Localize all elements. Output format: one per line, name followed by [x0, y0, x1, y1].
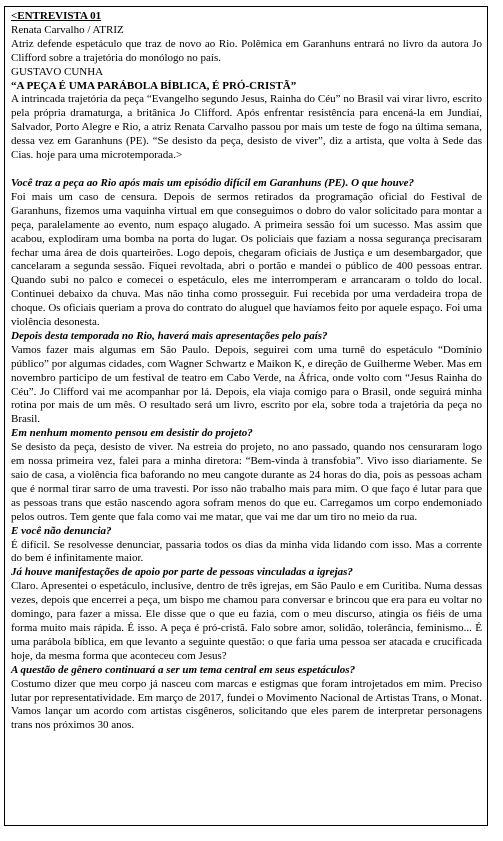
answer-2: Vamos fazer mais algumas em São Paulo. Depois, seguirei com uma turnê do espetáculo “Domínio público” por algumas cidades, com Wagner Schwartz e Maikon K, e direção de Guilherme Weber. Mas em novembro participo de um festival de teatro em Cabo Verde, na África, onde volto com “Jesus Rainha do Céu”. Jo Clifford vai me acompanhar por lá. Depois, ela viaja comigo para o Brasil, onde seguirá minha rotina por mais de um mês. O resultado será um livro, escrito por ela, sobre toda a trajetória da peça no Brasil.: [11, 343, 482, 426]
intro-paragraph: A intrincada trajetória da peça “Evangelho segundo Jesus, Rainha do Céu” no Brasil vai virar livro, escrito pela própria dramaturga, a britânica Jo Clifford. Após enfrentar resistência para encená-la em Jundiaí, Salvador, Porto Alegre e Rio, a atriz Renata Carvalho passou por mais um teste de fogo na última semana, dessa vez em Garanhuns (PE). “Se desisto da peça, desisto de viver”, diz a artista, que volta à Sede das Cias. hoje para uma microtemporada.>: [11, 93, 482, 162]
answer-4: É difícil. Se resolvesse denunciar, passaria todos os dias da minha vida lidando com isso. Mas a corrente do bem é infinitamente maior.: [11, 538, 482, 565]
question-1: Você traz a peça ao Rio após mais um episódio difícil em Garanhuns (PE). O que houve?: [11, 176, 415, 189]
question-4: E você não denuncia?: [11, 524, 112, 537]
answer-1: Foi mais um caso de censura. Depois de sermos retirados da programação oficial do Festival de Garanhuns, fizemos uma vaquinha virtual em que conseguimos o dobro do valor solicitado para montar a peça, paralelamente ao evento, num espaço alugado. A primeira sessão foi um sucesso. Mas assim que acabou, explodiram uma bomba na porta do lugar. Os policiais que faziam a nossa segurança precisaram fechar uma área de dois quarteirões. Logo depois, chegaram oficiais de Justiça e um desembargador, que cancelaram a segunda sessão. Fiquei revoltada, abri o portão e mandei o público de 400 pessoas entrar. Quando subi no palco e comecei o espetáculo, eles me interromperam e arrancaram o toldo do local. Continuei debaixo da chuva. Mas não tinha como prosseguir. Fui recebida por uma verdadeira tropa de choque. Os oficiais queriam a prova do contrato do aluguel que havíamos feito por aquele espaço. Foi uma violência desonesta.: [11, 190, 482, 329]
question-6: A questão de gênero continuará a ser um tema central em seus espetáculos?: [11, 663, 356, 676]
question-2: Depois desta temporada no Rio, haverá mais apresentações pelo país?: [11, 329, 328, 342]
spacer: [11, 163, 482, 177]
question-5: Já houve manifestações de apoio por parte de pessoas vinculadas a igrejas?: [11, 566, 353, 579]
answer-3: Se desisto da peça, desisto de viver. Na estreia do projeto, no ano passado, quando nos censuraram logo em nossa primeira vez, falei para a minha diretora: “Bem-vinda à transfobia”. Vivo isso diariamente. Se saio de casa, a violência fica baforando no meu cangote durante as 24 horas do dia, pois as pessoas acham que é normal tirar sarro de uma travesti. Por isso não trabalho mais para mim. O que faço é lutar para que as pessoas trans que estão nascendo agora sofram menos do que eu. Carregamos um corpo endemoniado pelos outros. Tem gente que fala como vai me matar, que vai me dar um tiro no meio da rua.: [11, 441, 482, 523]
interview-document: [4, 6, 488, 826]
question-3: Em nenhum momento pensou em desistir do projeto?: [11, 427, 253, 440]
answer-5: Claro. Apresentei o espetáculo, inclusive, dentro de três igrejas, em São Paulo e em Curitiba. Numa dessas vezes, depois que encerrei a peça, um bispo me chamou para conversar e brincou que era para eu voltar no domingo, para fazer a missa. Ele disse que o que eu fazia, com o meu discurso, atingia os fiéis de uma forma muito mais rápida. É isso. A peça é pró-cristã. Falo sobre amor, solidão, tolerância, feminismo... É uma parábola bíblica, em que levanto a seguinte questão: o que faria uma pessoa ser atacada e crucificada hoje, da mesma forma que aconteceu com Jesus?: [11, 580, 482, 662]
article-title: “A PEÇA É UMA PARÁBOLA BÍBLICA, É PRÓ-CRISTÃ”: [11, 79, 297, 92]
lead-text: Atriz defende espetáculo que traz de novo ao Rio. Polêmica em Garanhuns entrará no livro da autora Jo Clifford sobre a trajetória do monólogo no país.: [11, 37, 482, 64]
author: GUSTAVO CUNHA: [11, 65, 104, 78]
byline: Renata Carvalho / ATRIZ: [11, 23, 124, 36]
section-label: <ENTREVISTA 01: [11, 10, 102, 22]
answer-6: Costumo dizer que meu corpo já nasceu com marcas e estigmas que foram introjetados em mim. Preciso lutar por representatividade. Em março de 2017, fundei o Movimento Nacional de Artistas Trans, o Monat. Vamos lançar um acordo com artistas cisgêneros, solicitando que eles parem de interpretar personagens trans nos próximos 30 anos.: [11, 677, 482, 732]
